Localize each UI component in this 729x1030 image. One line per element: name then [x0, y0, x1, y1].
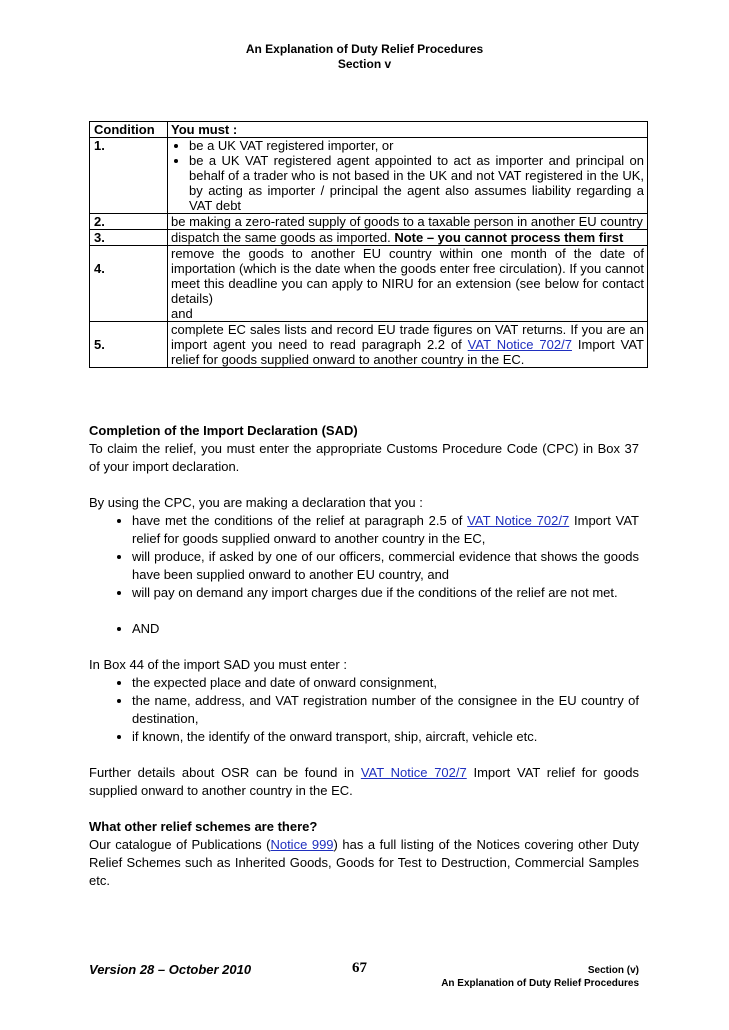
- table-row: [90, 246, 648, 322]
- item-text-tail: Import VAT relief for goods supplied onward to another country in the EC,: [132, 513, 639, 546]
- condition-text: [168, 138, 648, 214]
- box44-list: [89, 674, 639, 746]
- table-row: [90, 322, 648, 368]
- condition-text-main: complete EC sales lists and record EU trade figures on VAT returns. If you are an import agent you need to read paragraph 2.2 of: [171, 322, 644, 352]
- list-item: • be a UK VAT registered agent appointed to act as importer and principal on behalf of a trader who is not based in the UK and not VAT registered in the UK, by acting as importer / principal the agent also assumes liability regarding a VAT debt: [189, 153, 644, 213]
- completion-intro: To claim the relief, you must enter the appropriate Customs Procedure Code (CPC) in Box 37 of your import declaration.: [89, 441, 639, 474]
- condition-number: [90, 246, 168, 322]
- footer-section: [441, 964, 639, 990]
- vat-notice-link[interactable]: VAT Notice 702/7: [360, 765, 467, 780]
- condition-text-main: remove the goods to another EU country within one month of the date of importation (which is the date when the goods enter free circulation). If you cannot meet this deadline you can apply to NIRU for an extension (see below for contact details): [171, 246, 644, 306]
- condition-number: [90, 322, 168, 368]
- conditions-table: [89, 121, 648, 368]
- further-text-tail: Import VAT relief for goods supplied onward to another country in the EC.: [89, 765, 639, 798]
- header-section: Section v: [337, 57, 392, 71]
- other-schemes-heading: What other relief schemes are there?: [89, 819, 318, 834]
- main-content: [89, 422, 639, 890]
- vat-notice-link[interactable]: VAT Notice 702/7: [467, 513, 570, 528]
- header-title: An Explanation of Duty Relief Procedures: [245, 42, 484, 56]
- list-item: • will produce, if asked by one of our officers, commercial evidence that shows the goods have been supplied onward to another EU country, and: [132, 548, 639, 584]
- list-item: • AND: [132, 620, 639, 638]
- item-text: have met the conditions of the relief at paragraph 2.5 of: [132, 513, 463, 528]
- page-number: 67: [352, 960, 367, 976]
- table-row: [90, 138, 648, 214]
- notice-999-link[interactable]: Notice 999: [270, 837, 334, 852]
- list-item: • will pay on demand any import charges due if the conditions of the relief are not met.: [132, 584, 639, 602]
- condition-text-main: dispatch the same goods as imported.: [171, 230, 391, 245]
- list-item: [132, 512, 639, 548]
- footer-section-label: Section (v): [587, 965, 639, 976]
- further-details: [89, 764, 639, 800]
- footer-title: An Explanation of Duty Relief Procedures: [441, 978, 639, 989]
- further-text: Further details about OSR can be found in: [89, 765, 355, 780]
- table-header-row: [90, 122, 648, 138]
- condition-text-tail: Import VAT relief for goods supplied onward to another country in the EC.: [171, 337, 644, 367]
- condition-number: 2.: [90, 214, 168, 230]
- other-text-tail: ) has a full listing of the Notices covering other Duty Relief Schemes such as Inherited Goods, Goods for Test to Destruction, Commercial Samples etc.: [89, 837, 639, 888]
- condition-text: [168, 230, 648, 246]
- table-row: [90, 214, 648, 230]
- condition-note: Note – you cannot process them first: [394, 230, 624, 245]
- table-row: [90, 230, 648, 246]
- condition-number-text: 5.: [94, 337, 105, 352]
- condition-text: [168, 246, 648, 322]
- condition-text: be making a zero-rated supply of goods to a taxable person in another EU country: [168, 214, 648, 230]
- condition-and: and: [171, 306, 193, 321]
- condition-number-text: 4.: [94, 261, 105, 276]
- condition-number: 1.: [90, 138, 168, 214]
- header-condition: Condition: [90, 122, 168, 138]
- vat-notice-link[interactable]: VAT Notice 702/7: [467, 337, 572, 352]
- other-text: Our catalogue of Publications (: [89, 837, 271, 852]
- list-item: • if known, the identify of the onward transport, ship, aircraft, vehicle etc.: [132, 728, 639, 746]
- other-schemes-text: [89, 836, 639, 890]
- list-item: • the name, address, and VAT registration number of the consignee in the EU country of destination,: [132, 692, 639, 728]
- completion-heading: Completion of the Import Declaration (SAD): [89, 423, 358, 438]
- list-item: • be a UK VAT registered importer, or: [189, 138, 644, 153]
- page-header: [0, 42, 729, 72]
- footer-version: Version 28 – October 2010: [89, 962, 252, 977]
- condition-number: 3.: [90, 230, 168, 246]
- list-item: • the expected place and date of onward consignment,: [132, 674, 639, 692]
- condition-text: [168, 322, 648, 368]
- header-you-must: You must :: [168, 122, 648, 138]
- box44-intro: In Box 44 of the import SAD you must enter :: [89, 657, 347, 672]
- cpc-declaration-intro: By using the CPC, you are making a declaration that you :: [89, 495, 423, 510]
- declaration-list: [89, 512, 639, 638]
